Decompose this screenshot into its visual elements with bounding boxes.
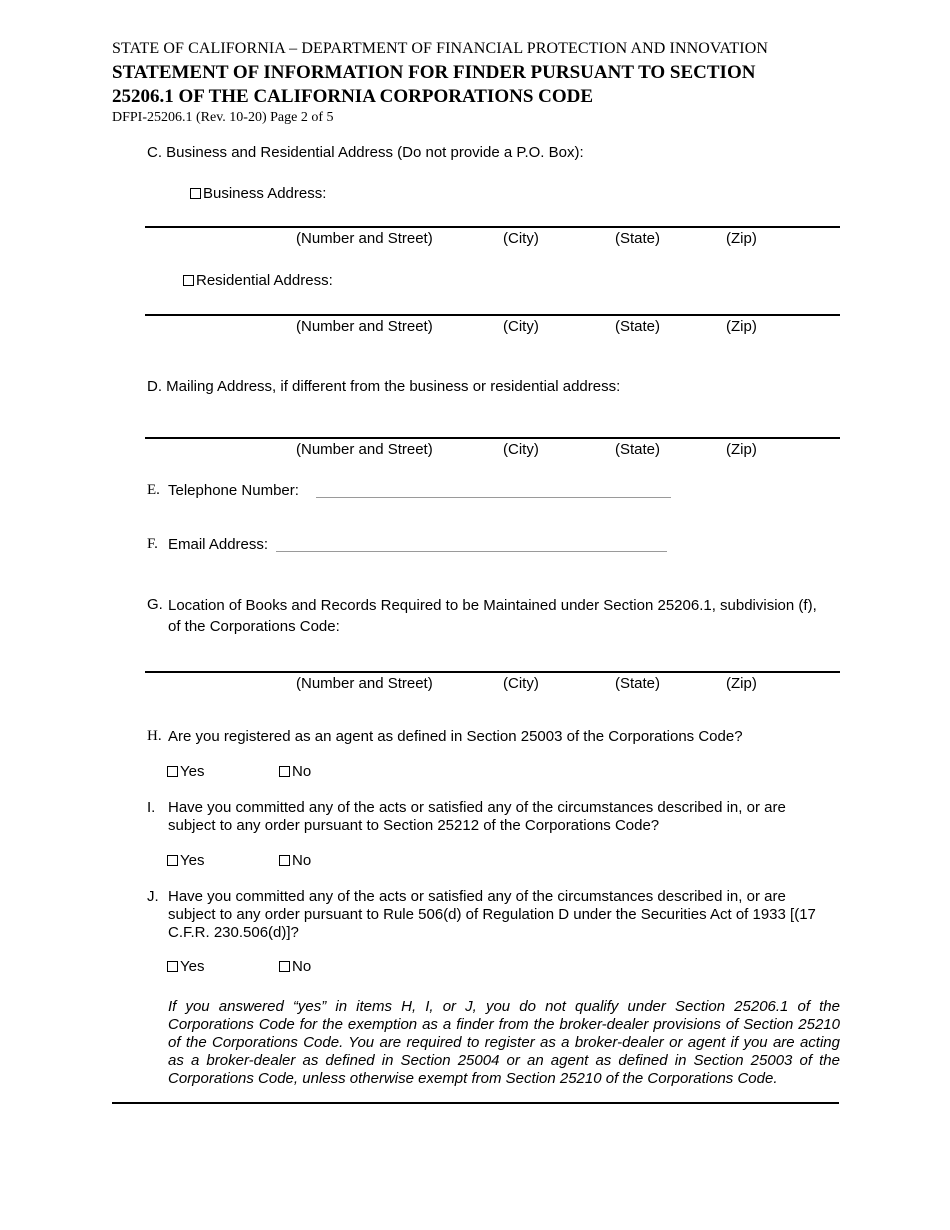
business-address-label: Business Address:	[203, 185, 327, 202]
h-no-label: No	[292, 763, 312, 780]
j-no-checkbox[interactable]	[279, 961, 290, 972]
telephone-input[interactable]	[316, 497, 671, 498]
i-yes-checkbox[interactable]	[167, 855, 178, 866]
residential-address-option[interactable]	[183, 272, 333, 289]
residential-address-checkbox[interactable]	[183, 275, 194, 286]
business-address-checkbox[interactable]	[190, 188, 201, 199]
section-d-heading: D. Mailing Address, if different from the business or residential address:	[147, 378, 621, 395]
mailing-state-label: (State)	[615, 441, 661, 458]
residential-city-label: (City)	[503, 318, 539, 335]
i-no-label: No	[292, 852, 312, 869]
agency-name: STATE OF CALIFORNIA – DEPARTMENT OF FINANCIAL PROTECTION AND INNOVATION	[112, 40, 769, 57]
books-zip-label: (Zip)	[726, 675, 757, 692]
j-yes-label: Yes	[180, 958, 205, 975]
i-yes-option[interactable]	[167, 852, 204, 869]
residential-address-line[interactable]	[145, 314, 840, 316]
residential-address-label: Residential Address:	[196, 272, 333, 289]
form-title-line2: 25206.1 OF THE CALIFORNIA CORPORATIONS CODE	[112, 86, 594, 107]
business-city-label: (City)	[503, 230, 539, 247]
i-yes-label: Yes	[180, 852, 205, 869]
books-city-label: (City)	[503, 675, 539, 692]
h-no-checkbox[interactable]	[279, 766, 290, 777]
h-no-option[interactable]	[279, 763, 311, 780]
h-yes-checkbox[interactable]	[167, 766, 178, 777]
business-zip-label: (Zip)	[726, 230, 757, 247]
bottom-divider	[112, 1102, 839, 1104]
mailing-zip-label: (Zip)	[726, 441, 757, 458]
j-no-label: No	[292, 958, 312, 975]
section-f-letter: F.	[147, 536, 158, 552]
section-j-letter: J.	[147, 888, 159, 905]
email-input[interactable]	[276, 551, 667, 552]
section-e-letter: E.	[147, 482, 160, 498]
residential-street-label: (Number and Street)	[296, 318, 433, 335]
j-no-option[interactable]	[279, 958, 311, 975]
residential-state-label: (State)	[615, 318, 661, 335]
section-i-text: Have you committed any of the acts or satisfied any of the circumstances described in, or are subject to any order pursuant to Section 25212 of the Corporations Code?	[168, 799, 786, 834]
j-yes-option[interactable]	[167, 958, 204, 975]
form-revision: DFPI-25206.1 (Rev. 10-20) Page 2 of 5	[112, 110, 334, 125]
business-address-line[interactable]	[145, 226, 840, 228]
h-yes-option[interactable]	[167, 763, 204, 780]
books-records-address-line[interactable]	[145, 671, 840, 673]
i-no-checkbox[interactable]	[279, 855, 290, 866]
mailing-address-line[interactable]	[145, 437, 840, 439]
books-street-label: (Number and Street)	[296, 675, 433, 692]
section-c-heading: C. Business and Residential Address (Do not provide a P.O. Box):	[147, 144, 584, 161]
books-state-label: (State)	[615, 675, 661, 692]
i-no-option[interactable]	[279, 852, 311, 869]
email-label: Email Address:	[168, 536, 269, 553]
residential-zip-label: (Zip)	[726, 318, 757, 335]
section-g-text: Location of Books and Records Required to be Maintained under Section 25206.1, subdivision (f), of the Corporations Code:	[168, 597, 817, 635]
section-j-text: Have you committed any of the acts or satisfied any of the circumstances described in, or are subject to any order pursuant to Rule 506(d) of Regulation D under the Securities Act of 1933 [(17 C.F.R. 230.506(d)]?	[168, 888, 816, 941]
business-state-label: (State)	[615, 230, 661, 247]
disqualification-note: If you answered “yes” in items H, I, or J, you do not qualify under Section 25206.1 of the Corporations Code for the exemption as a finder from the broker-dealer provisions of Section 25210 of the Corporations Code. You are required to register as a broker-dealer or agent if you are acting as a broker-dealer as defined in Section 25004 or an agent as defined in Section 25003 of the Corporations Code, unless otherwise exempt from Section 25210 of the Corporations Code.	[168, 998, 840, 1087]
section-g-letter: G.	[147, 596, 163, 613]
section-i-letter: I.	[147, 799, 156, 816]
business-street-label: (Number and Street)	[296, 230, 433, 247]
mailing-city-label: (City)	[503, 441, 539, 458]
form-title-line1: STATEMENT OF INFORMATION FOR FINDER PURSUANT TO SECTION	[112, 62, 756, 83]
j-yes-checkbox[interactable]	[167, 961, 178, 972]
section-h-letter: H.	[147, 728, 162, 744]
mailing-street-label: (Number and Street)	[296, 441, 433, 458]
telephone-label: Telephone Number:	[168, 482, 299, 499]
section-h-text: Are you registered as an agent as defined in Section 25003 of the Corporations Code?	[168, 728, 743, 745]
business-address-option[interactable]	[190, 185, 326, 202]
h-yes-label: Yes	[180, 763, 205, 780]
